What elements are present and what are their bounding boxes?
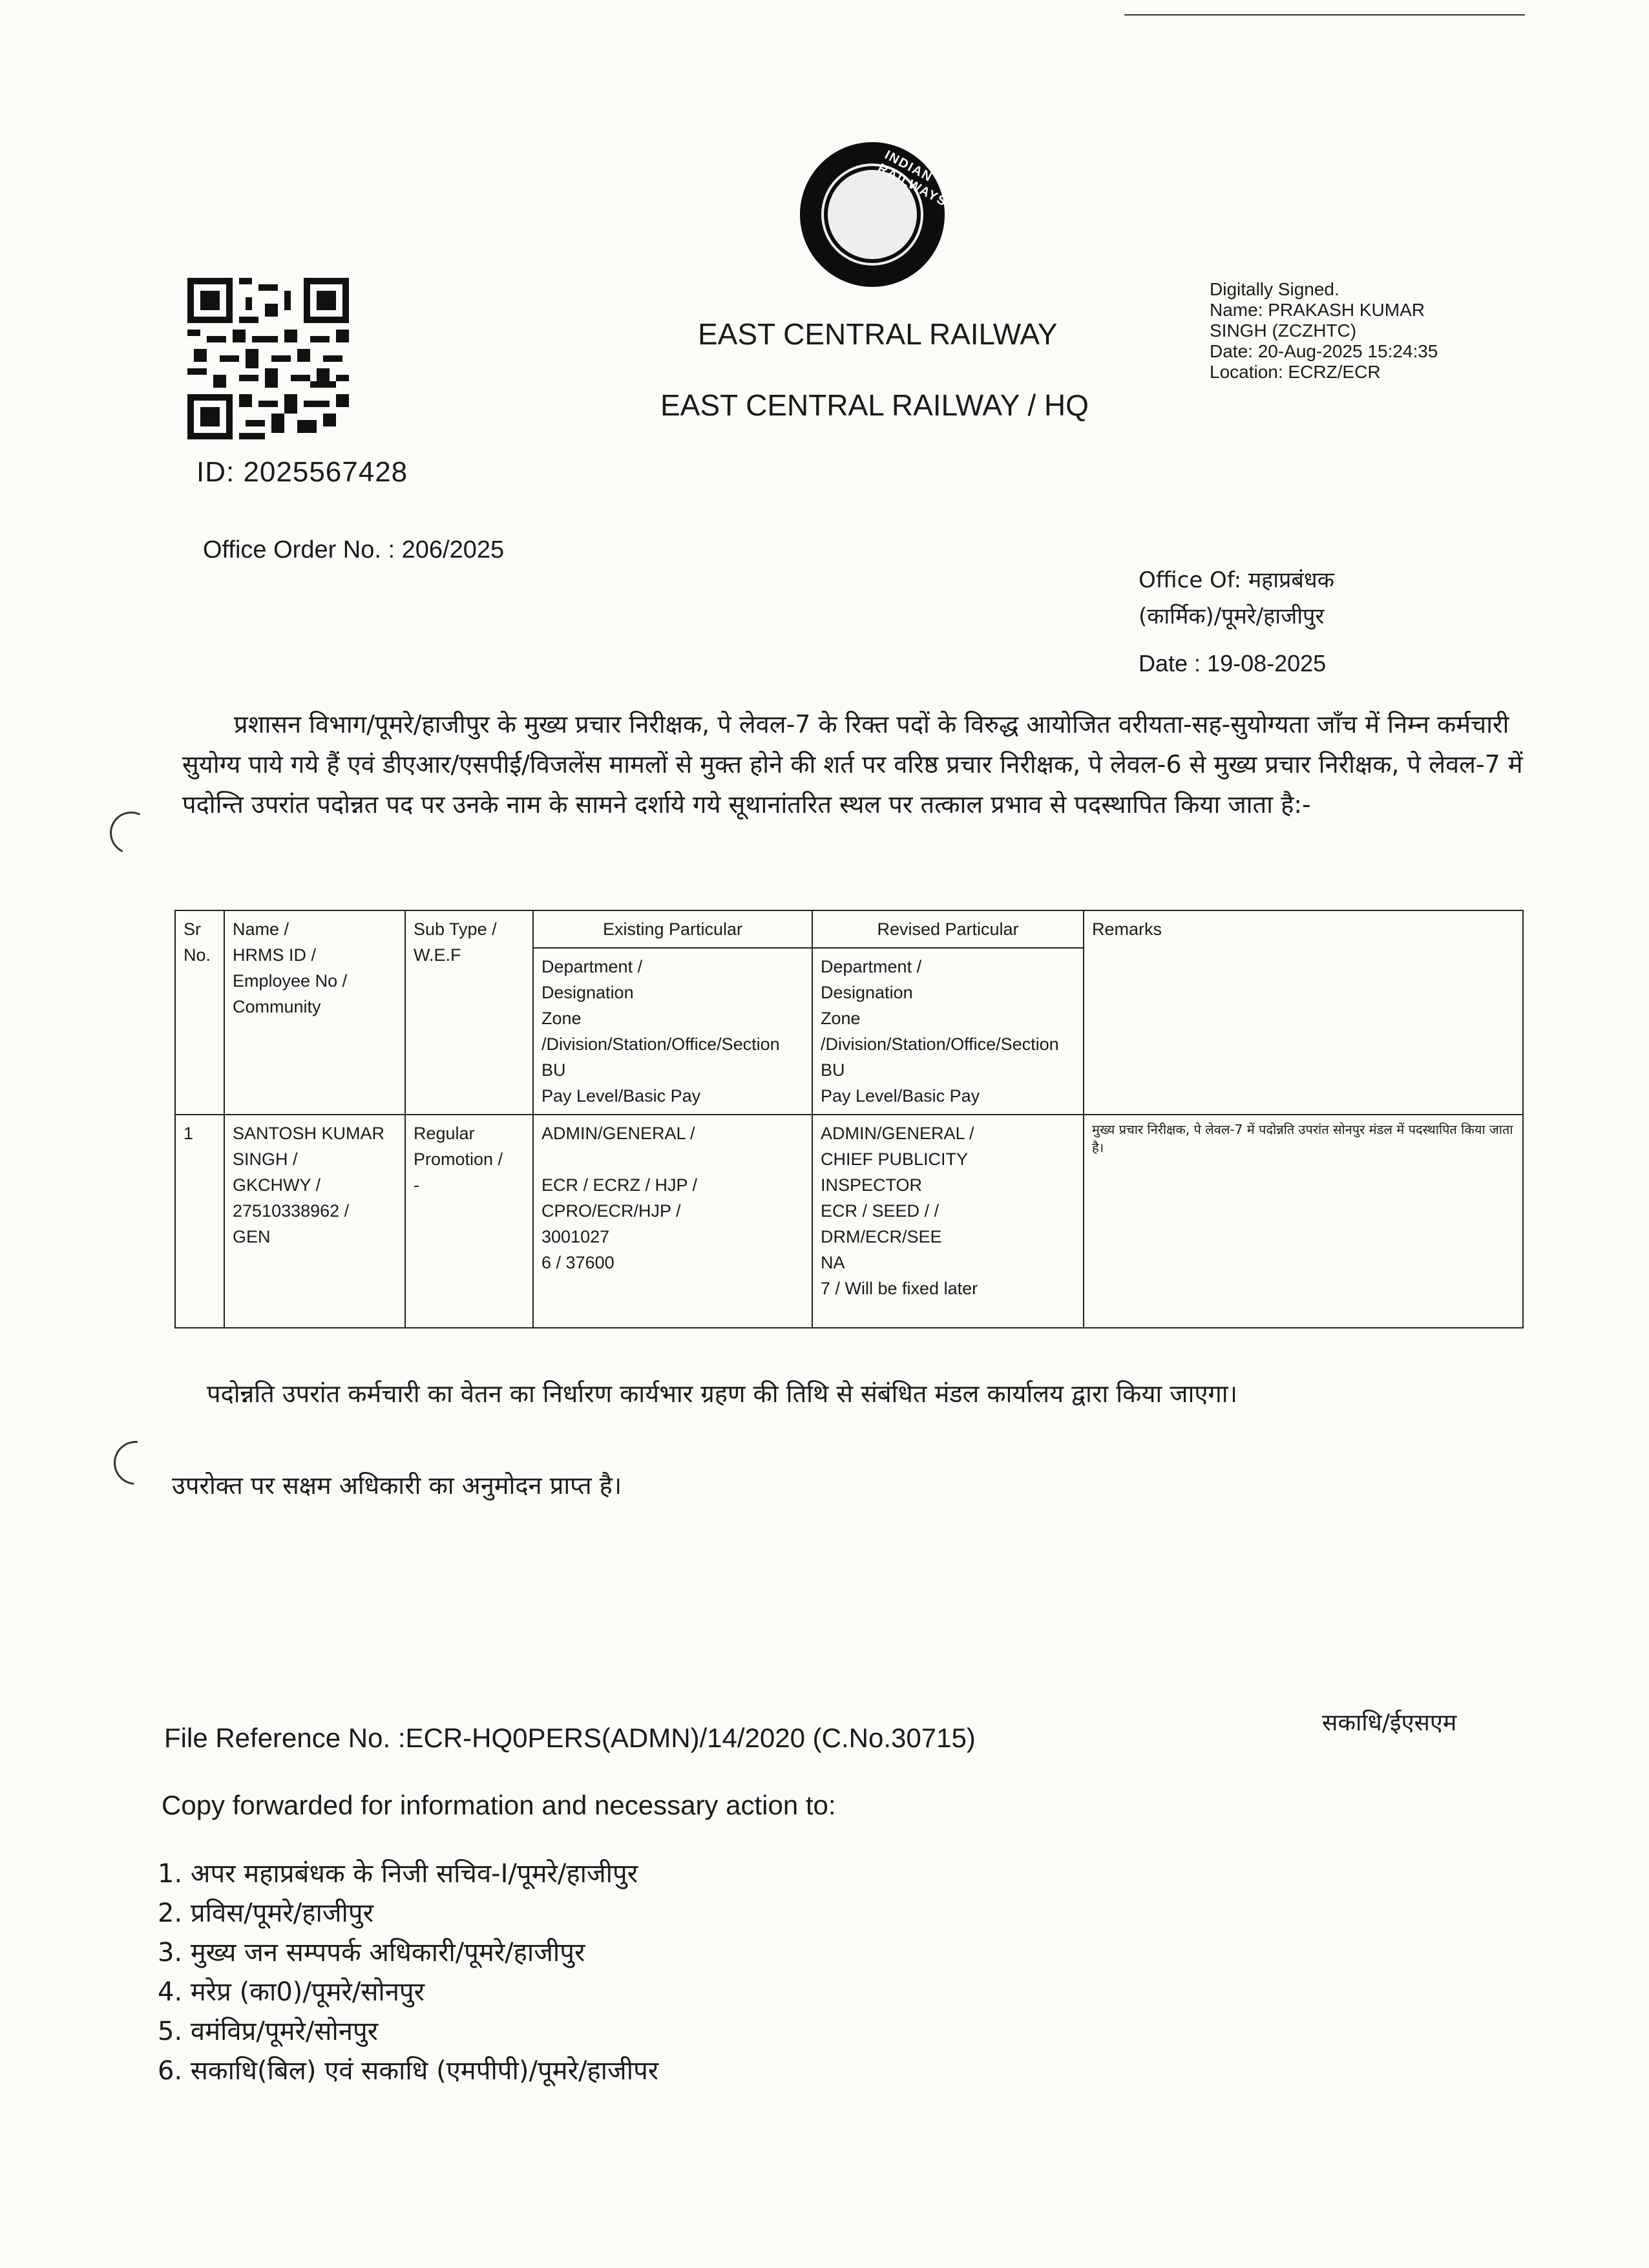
table-header-row bbox=[175, 910, 1523, 948]
header-subtitle: EAST CENTRAL RAILWAY / HQ bbox=[660, 388, 1089, 422]
cell-line: 6 / 37600 bbox=[541, 1253, 614, 1272]
digital-signature-block bbox=[1210, 279, 1494, 383]
signature-location: Location: ECRZ/ECR bbox=[1210, 362, 1381, 382]
order-date: Date : 19-08-2025 bbox=[1139, 650, 1327, 677]
cell-line: ECR / ECRZ / HJP / bbox=[541, 1175, 698, 1195]
office-order-number: Office Order No. : 206/2025 bbox=[203, 536, 505, 563]
header-line: Name / bbox=[233, 919, 289, 939]
revised-fields bbox=[812, 948, 1084, 1115]
cell-line: 3001027 bbox=[541, 1227, 610, 1246]
field-line: Pay Level/Basic Pay bbox=[821, 1086, 980, 1106]
list-item: 2. प्रविस/पूमरे/हाजीपुर bbox=[158, 1898, 373, 1928]
col-header-remarks: Remarks bbox=[1084, 910, 1523, 1115]
cell-line: Promotion / bbox=[414, 1150, 503, 1169]
field-line: BU bbox=[821, 1060, 845, 1080]
header-title: EAST CENTRAL RAILWAY bbox=[698, 317, 1058, 351]
emblem-text: INDIAN RAILWAYS bbox=[875, 147, 950, 210]
cell-line: GKCHWY / bbox=[233, 1175, 321, 1195]
field-line: BU bbox=[541, 1060, 566, 1080]
office-of-line2: (कार्मिक)/पूमरे/हाजीपुर bbox=[1139, 604, 1325, 629]
pay-note: पदोन्नति उपरांत कर्मचारी का वेतन का निर्धारण कार्यभार ग्रहण की तिथि से संबंधित मंडल कार्यालय द्वारा किया जाएगा। bbox=[207, 1380, 1237, 1408]
cell-sr: 1 bbox=[175, 1115, 224, 1328]
approval-note: उपरोक्त पर सक्षम अधिकारी का अनुमोदन प्राप्त है। bbox=[172, 1471, 622, 1500]
header-line: Employee No / bbox=[233, 971, 348, 991]
promotion-table bbox=[174, 910, 1524, 1328]
cell-line: 7 / Will be fixed later bbox=[821, 1279, 978, 1298]
margin-mark bbox=[104, 806, 159, 861]
col-header-subtype bbox=[405, 910, 533, 1115]
col-header-revised: Revised Particular bbox=[812, 910, 1084, 948]
intro-paragraph: प्रशासन विभाग/पूमरे/हाजीपुर के मुख्य प्रचार निरीक्षक, पे लेवल-7 के रिक्त पदों के विरुद्ध आयोजित वरीयता-सह-सुयोग्यता जाँच में निम्न कर्मचारी सुयोग्य पाये गये हैं एवं डीएआर/एसपीई/विजलेंस मामलों से मुक्त होने की शर्त पर वरिष्ठ प्रचार निरीक्षक, पे लेवल-6 से मुख्य प्रचार निरीक्षक, पे लेवल-7 में पदोन्ति उपरांत पदोन्नत पद पर उनके नाम के सामने दर्शाये गये सूथानांतरित स्थल पर तत्काल प्रभाव से पदस्थापित किया जाता है:- bbox=[182, 710, 1523, 819]
cell-line: SANTOSH KUMAR bbox=[233, 1124, 385, 1143]
existing-fields bbox=[533, 948, 812, 1115]
cell-line: - bbox=[414, 1175, 419, 1195]
cell-line: INSPECTOR bbox=[821, 1175, 923, 1195]
signature-name-cont: SINGH (ZCZHTC) bbox=[1210, 320, 1357, 341]
field-line: Zone bbox=[821, 1009, 861, 1028]
col-header-name bbox=[224, 910, 405, 1115]
cell-line: ADMIN/GENERAL / bbox=[821, 1124, 974, 1143]
field-line: Department / bbox=[821, 957, 922, 976]
copy-forwarded: Copy forwarded for information and necessary action to: bbox=[162, 1790, 836, 1820]
cell-line: GEN bbox=[233, 1227, 271, 1246]
header-line: HRMS ID / bbox=[233, 945, 317, 965]
field-line: Zone bbox=[541, 1009, 582, 1028]
signature-line: Digitally Signed. bbox=[1210, 279, 1339, 299]
cell-line: 27510338962 / bbox=[233, 1201, 350, 1221]
office-of bbox=[1139, 562, 1334, 635]
margin-mark bbox=[105, 1432, 167, 1494]
signature-name: Name: PRAKASH KUMAR bbox=[1210, 300, 1425, 320]
table-row bbox=[175, 1115, 1523, 1328]
cell-existing bbox=[533, 1115, 812, 1328]
field-line: /Division/Station/Office/Section bbox=[821, 1034, 1059, 1054]
list-item: 4. मरेप्र (का0)/पूमरे/सोनपुर bbox=[158, 1977, 425, 2007]
list-item: 3. मुख्य जन सम्पपर्क अधिकारी/पूमरे/हाजीपुर bbox=[158, 1938, 585, 1968]
field-line: Designation bbox=[821, 983, 913, 1002]
cell-line: ADMIN/GENERAL / bbox=[541, 1124, 695, 1143]
qr-id: ID: 2025567428 bbox=[196, 456, 408, 488]
col-header-sr: Sr No. bbox=[175, 910, 224, 1115]
qr-code-icon bbox=[187, 278, 349, 439]
header-line: Community bbox=[233, 997, 321, 1016]
list-item: 6. सकाधि(बिल) एवं सकाधि (एमपीपी)/पूमरे/हाजीपर bbox=[158, 2056, 659, 2086]
cell-revised bbox=[812, 1115, 1084, 1328]
field-line: /Division/Station/Office/Section bbox=[541, 1034, 780, 1054]
field-line: Pay Level/Basic Pay bbox=[541, 1086, 701, 1106]
cell-line: CHIEF PUBLICITY bbox=[821, 1150, 969, 1169]
cell-line: DRM/ECR/SEE bbox=[821, 1227, 942, 1246]
field-line: Designation bbox=[541, 983, 634, 1002]
list-item: 5. वमंविप्र/पूमरे/सोनपुर bbox=[158, 2017, 379, 2046]
field-line: Department / bbox=[541, 957, 643, 976]
cell-remarks: मुख्य प्रचार निरीक्षक, पे लेवल-7 में पदोन्नति उपरांत सोनपुर मंडल में पदस्थापित किया जाता है। bbox=[1084, 1115, 1523, 1328]
header-line: W.E.F bbox=[414, 945, 461, 965]
header-line: Sub Type / bbox=[414, 919, 497, 939]
cell-line: SINGH / bbox=[233, 1150, 298, 1169]
indian-railways-emblem bbox=[800, 142, 950, 287]
cell-subtype bbox=[405, 1115, 533, 1328]
signatory-designation: सकाधि/ईएसएम bbox=[1322, 1710, 1457, 1736]
cell-line: CPRO/ECR/HJP / bbox=[541, 1201, 681, 1221]
cell-name bbox=[224, 1115, 405, 1328]
list-item: 1. अपर महाप्रबंधक के निजी सचिव-I/पूमरे/हाजीपुर bbox=[158, 1859, 638, 1889]
office-of-line1: Office Of: महाप्रबंधक bbox=[1139, 567, 1334, 593]
cell-line: NA bbox=[821, 1253, 845, 1272]
cc-list bbox=[158, 1854, 658, 2091]
cell-line: ECR / SEED / / bbox=[821, 1201, 940, 1221]
scan-line-top bbox=[1124, 14, 1525, 16]
cell-line: Regular bbox=[414, 1124, 475, 1143]
signature-date: Date: 20-Aug-2025 15:24:35 bbox=[1210, 341, 1438, 361]
cell-line bbox=[541, 1146, 804, 1172]
col-header-existing: Existing Particular bbox=[533, 910, 812, 948]
file-reference: File Reference No. :ECR-HQ0PERS(ADMN)/14/2020 (C.No.30715) bbox=[164, 1723, 976, 1753]
